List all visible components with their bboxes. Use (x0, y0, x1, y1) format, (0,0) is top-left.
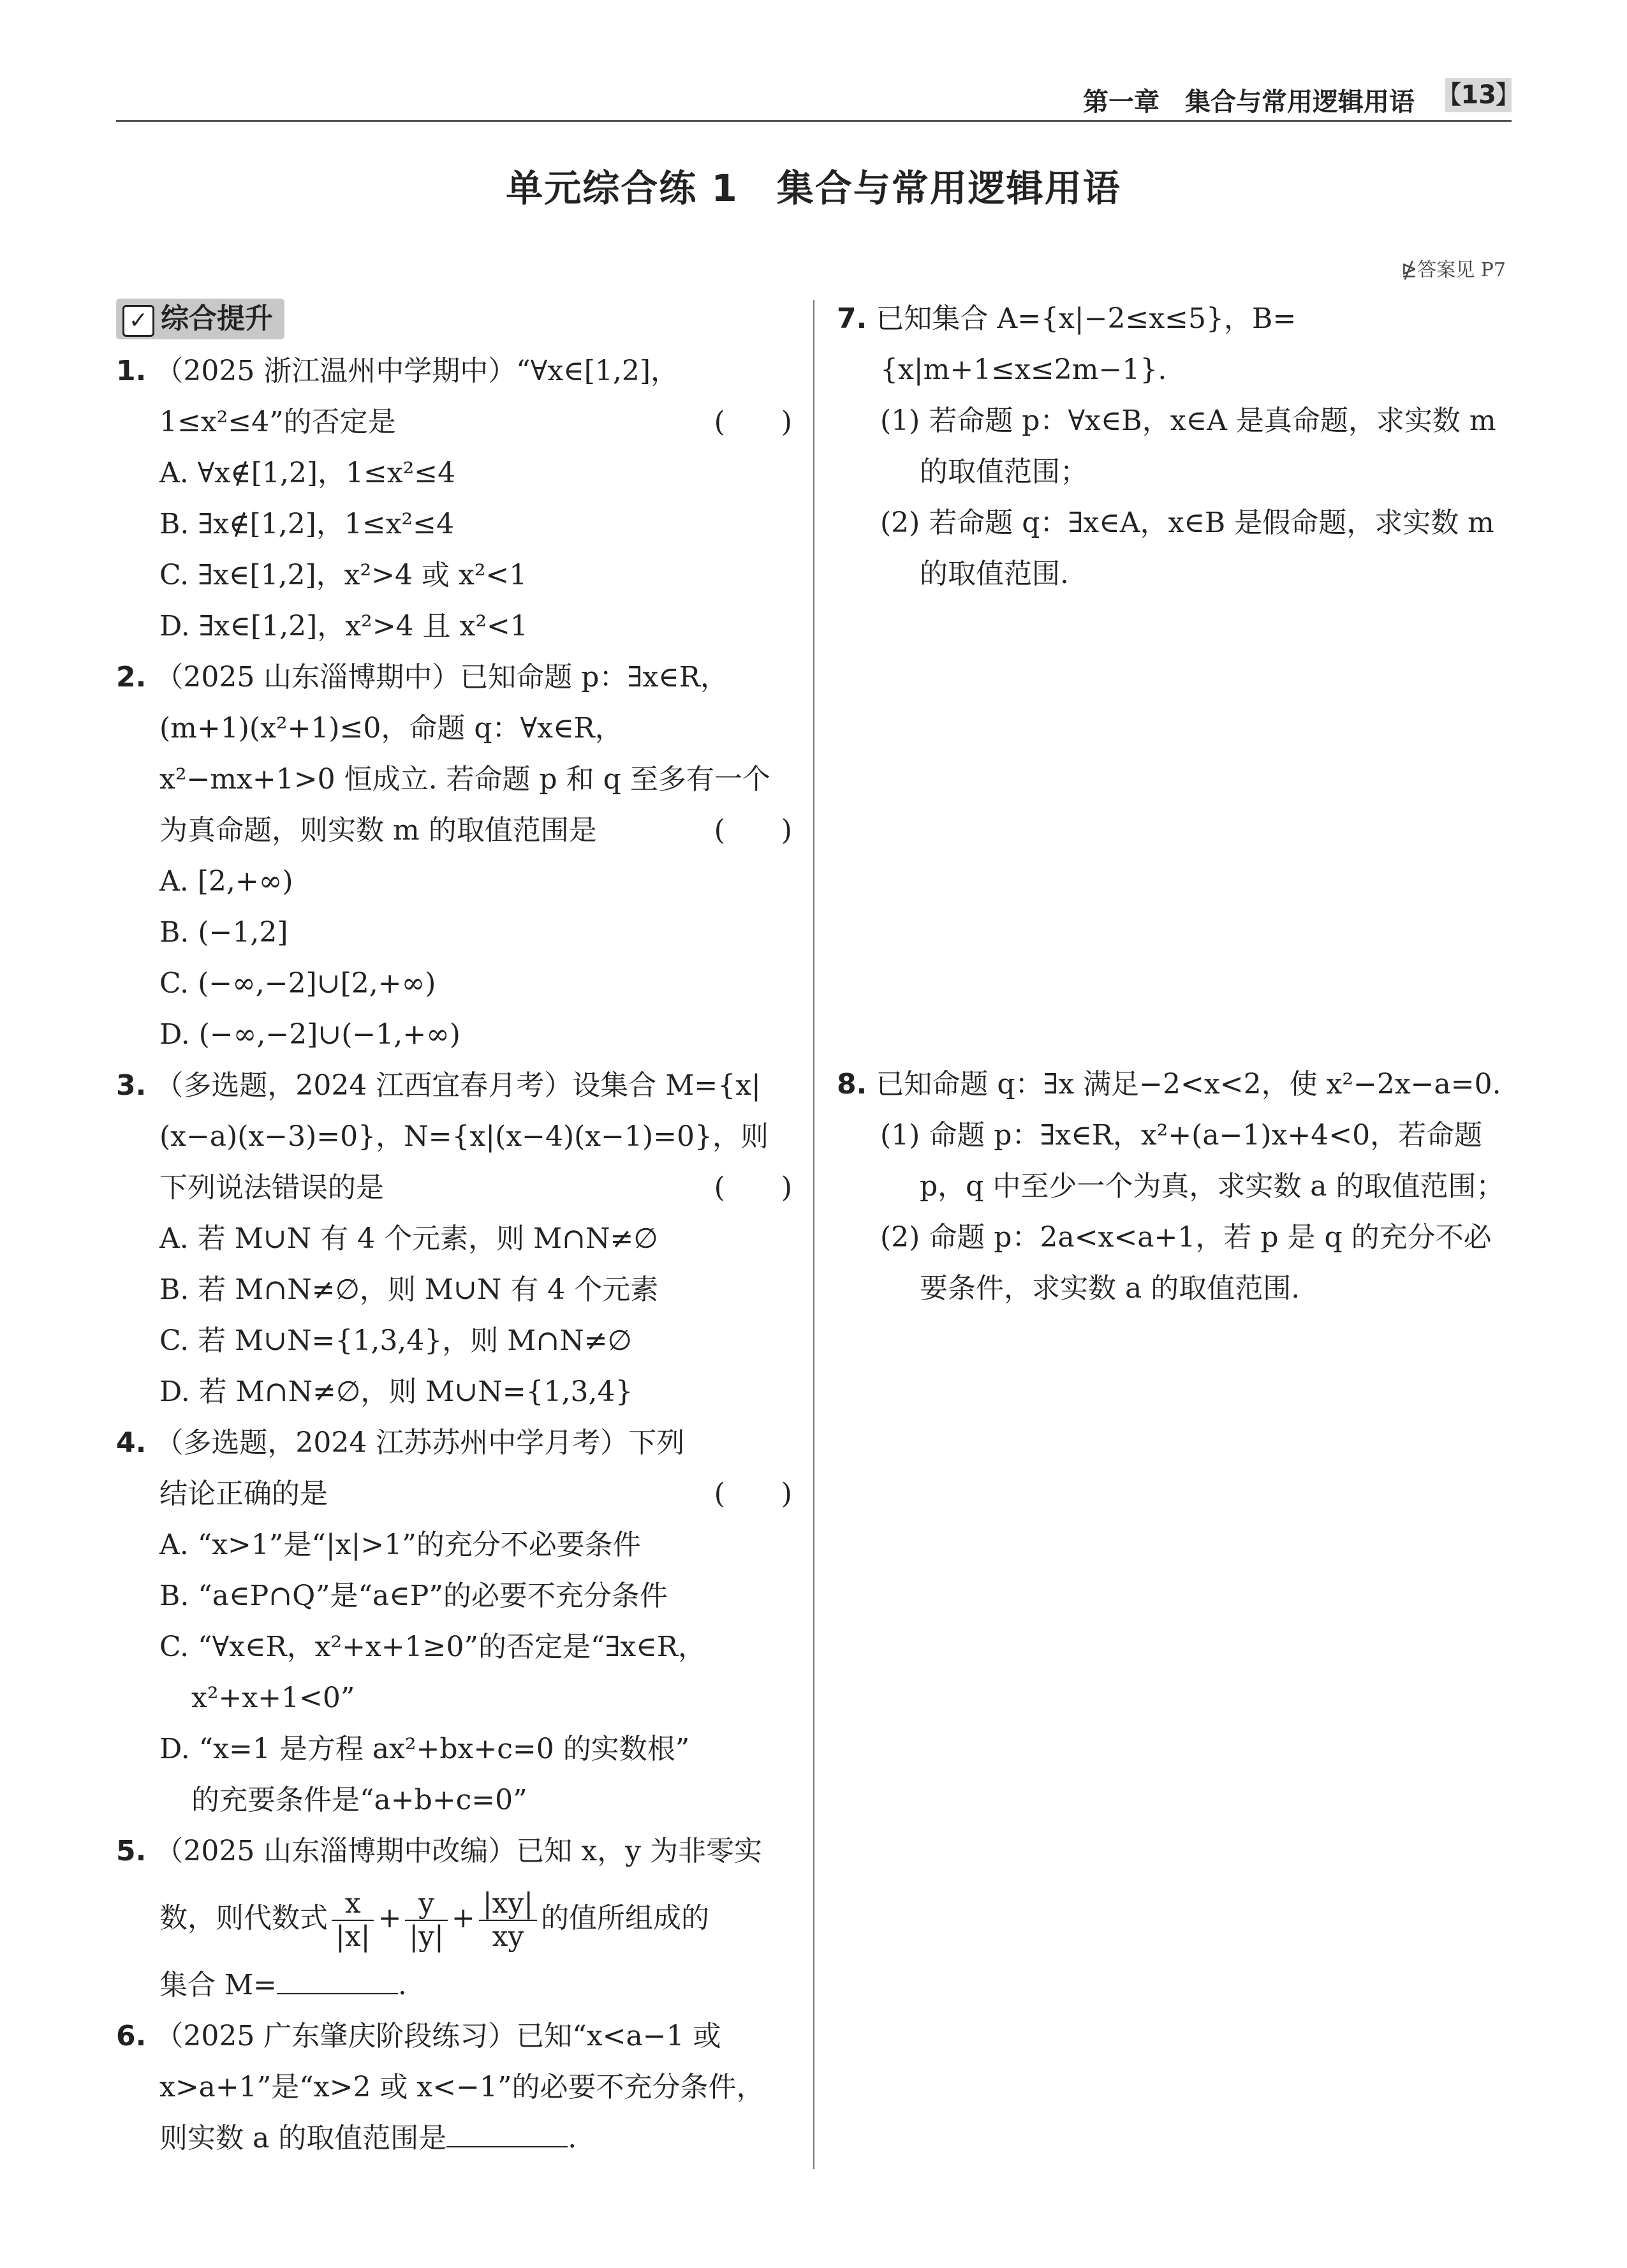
question-number: 5. (116, 1835, 147, 1867)
option-c (116, 1622, 792, 1724)
question-4 (116, 1418, 792, 1826)
answer-blank (446, 2118, 568, 2147)
fraction-denominator: |y| (409, 1920, 444, 1953)
answer-paren: ( ) (714, 406, 792, 438)
option-d: D. ∃x∈[1,2]，x²>4 且 x²<1 (159, 610, 528, 642)
option-b: B. (−1,2] (159, 916, 288, 949)
question-5 (116, 1826, 792, 2011)
option-d-line2: 的充要条件是“a+b+c=0” (191, 1784, 527, 1816)
question-number: 1. (116, 355, 147, 387)
question-number: 8. (837, 1068, 867, 1101)
question-1 (116, 346, 792, 652)
answer-blank (277, 1965, 398, 1994)
sub-question-1: (1) 若命题 p：∀x∈B，x∈A 是真命题，求实数 m 的取值范围； (880, 404, 1496, 488)
question-number: 6. (116, 2020, 147, 2052)
question-stem-2a: 数，则代数式 (159, 1902, 328, 1934)
question-stem: （2025 山东淄博期中改编）已知 x，y 为非零实 (155, 1835, 762, 1867)
plus-sign: + (378, 1902, 402, 1934)
question-7 (837, 293, 1513, 600)
option-c: C. 若 M∪N={1,3,4}，则 M∩N≠∅ (159, 1324, 632, 1357)
question-stem-2b: 的值所组成的 (541, 1902, 710, 1934)
question-stem: （2025 山东淄博期中）已知命题 p：∃x∈R，(m+1)(x²+1)≤0，命题 q：∀x∈R，x²−mx+1>0 恒成立. 若命题 p 和 q 至多有一个为真命题，则实数 m 的取值范围是 (155, 661, 770, 847)
question-number: 4. (116, 1427, 147, 1459)
answer-reference: ⋭答案见 P7 (1401, 259, 1506, 281)
fraction-numerator: |xy| (479, 1888, 537, 1921)
question-stem: （2025 浙江温州中学期中）“∀x∈[1,2]，1≤x²≤4”的否定是 (155, 355, 679, 438)
answer-paren: ( ) (714, 1171, 792, 1204)
answer-paren: ( ) (714, 1478, 792, 1510)
right-column (837, 293, 1513, 1314)
option-d: D. (−∞,−2]∪(−1,+∞) (159, 1018, 460, 1051)
option-d (116, 1724, 792, 1826)
sub-question-2: (2) 命题 p：2a<x<a+1，若 p 是 q 的充分不必要条件，求实数 a 的取值范围. (880, 1221, 1492, 1305)
option-a: A. “x>1”是“|x|>1”的充分不必要条件 (159, 1529, 641, 1561)
question-stem-end: . (397, 1969, 407, 2001)
option-d: D. 若 M∩N≠∅，则 M∪N={1,3,4} (159, 1375, 633, 1408)
question-8 (837, 1059, 1513, 1314)
question-3 (116, 1060, 792, 1418)
option-b: B. “a∈P∩Q”是“a∈P”的必要不充分条件 (159, 1580, 668, 1612)
question-stem: 已知集合 A={x|−2≤x≤5}，B={x|m+1≤x≤2m−1}. (876, 302, 1297, 386)
fraction-denominator: xy (492, 1920, 524, 1953)
sub-question-2: (2) 若命题 q：∃x∈A，x∈B 是假命题，求实数 m 的取值范围. (880, 507, 1494, 590)
question-stem-3: 集合 M= (159, 1969, 277, 2001)
option-d-line1: D. “x=1 是方程 ax²+bx+c=0 的实数根” (159, 1733, 690, 1765)
section-badge (116, 299, 284, 339)
question-stem: （多选题，2024 江西宜春月考）设集合 M={x|(x−a)(x−3)=0}，N={x|(x−4)(x−1)=0}，则下列说法错误的是 (155, 1069, 769, 1204)
option-c-line1: C. “∀x∈R，x²+x+1≥0”的否定是“∃x∈R， (159, 1631, 706, 1663)
section-label: 综合提升 (161, 302, 273, 335)
question-2 (116, 652, 792, 1060)
fraction-x (332, 1888, 374, 1953)
page-title: 单元综合练 1 集合与常用逻辑用语 (506, 167, 1121, 210)
answer-paren: ( ) (714, 814, 792, 847)
check-icon: ✓ (122, 305, 154, 337)
option-b: B. 若 M∩N≠∅，则 M∪N 有 4 个元素 (159, 1273, 659, 1306)
question-number: 2. (116, 661, 147, 693)
fraction-y (405, 1888, 448, 1953)
question-stem: 已知命题 q：∃x 满足−2<x<2，使 x²−2x−a=0. (876, 1068, 1501, 1101)
question-6 (116, 2011, 792, 2164)
chapter-title: 第一章 集合与常用逻辑用语 (1083, 87, 1415, 117)
question-stem-end: . (568, 2122, 577, 2154)
fraction-numerator: y (405, 1888, 448, 1921)
page-number: 【 13 】 (1445, 78, 1512, 112)
column-divider (813, 300, 814, 2169)
sub-question-1: (1) 命题 p：∃x∈R，x²+(a−1)x+4<0，若命题 p，q 中至少一个为真，求实数 a 的取值范围； (880, 1119, 1505, 1203)
fraction-xy (479, 1888, 537, 1953)
option-c-line2: x²+x+1<0” (191, 1682, 355, 1714)
question-stem: （多选题，2024 江苏苏州中学月考）下列结论正确的是 (155, 1427, 685, 1510)
option-a: A. 若 M∪N 有 4 个元素，则 M∩N≠∅ (159, 1222, 658, 1255)
option-c: C. ∃x∈[1,2]，x²>4 或 x²<1 (159, 559, 527, 591)
question-number: 7. (837, 302, 867, 335)
option-b: B. ∃x∉[1,2]，1≤x²≤4 (159, 508, 455, 540)
question-number: 3. (116, 1069, 147, 1102)
page-header (116, 75, 1512, 122)
question-stem: （2025 广东肇庆阶段练习）已知“x<a−1 或 x>a+1”是“x>2 或 x<−1”的必要不充分条件，则实数 a 的取值范围是 (155, 2020, 765, 2154)
option-c: C. (−∞,−2]∪[2,+∞) (159, 967, 436, 1000)
fraction-denominator: |x| (335, 1920, 371, 1953)
option-a: A. [2,+∞) (159, 865, 293, 898)
fraction-numerator: x (332, 1888, 374, 1921)
left-column (116, 293, 792, 2164)
plus-sign: + (451, 1902, 475, 1934)
option-a: A. ∀x∉[1,2]，1≤x²≤4 (159, 457, 456, 489)
